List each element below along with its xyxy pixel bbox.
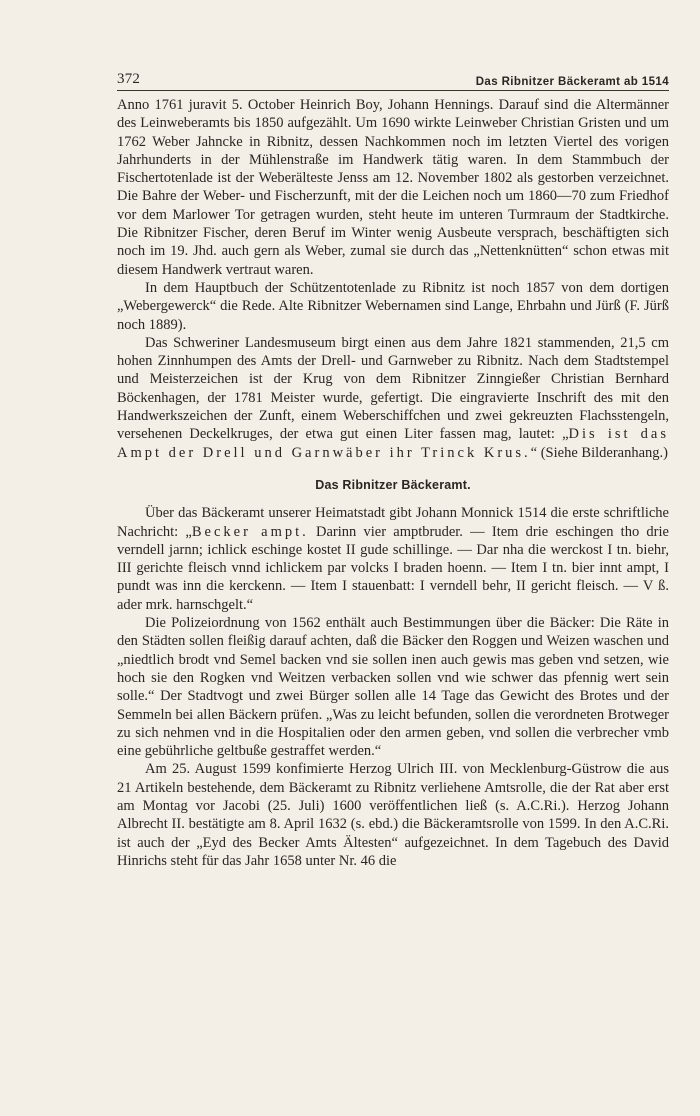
monnick-text: Über das Bäckeramt unserer Heimatstadt gibt Johann Monnick 1514 die erste schriftliche Nachricht: „: [117, 505, 669, 540]
body-text: [117, 96, 669, 870]
header-rule: [117, 90, 669, 91]
becker-ampt-spaced: Becker ampt.: [191, 523, 309, 540]
section-title: Das Ribnitzer Bäckeramt.: [315, 477, 471, 492]
zinnhumpen-text: Das Schweriner Landesmuseum birgt einen aus dem Jahre 1821 stammenden, 21,5 cm hohen Zinnhumpen des Amts der Drell- und Garnweber zu Ribnitz. Nach dem Stadtstempel und Meisterzeichen ist der Krug von dem Ribnitzer Zinngießer Christian Bernhard Böckenhagen, der 1781 Meister wurde, gefertigt. Die eingravierte Inschrift des mit den Handwerkszeichen der Zunft, einem Weberschiffchen und zwei gekreuzten Flachsstengeln, versehenen Deckelkruges, der etwa gut einen Liter fassen mag, lautet: „: [117, 334, 669, 443]
monnick-text-end: Darinn vier amptbruder. — Item drie eschingen tho drie verndell jarnn; ichlick eschinge kostet II gude schillinge. — Dar nha die werckost I tn. biehr, III gerichte fleisch vnnd ichlickem par volcks I braden hoenn. — Item I tn. bier innt ampt, I pundt was inn die kerckenn. — Item I stauenbatt: I verndell behr, II gericht fleisch. — V ß. ader mrk. harnschgelt.“: [117, 523, 669, 613]
inscription-spaced: Dis ist das Ampt der Drell und Garnwäber ihr Trinck Krus.: [117, 426, 669, 461]
paragraph-schuetzentotenlade: In dem Hauptbuch der Schützentotenlade zu Ribnitz ist noch 1857 von dem dortigen „Webergewerck“ die Rede. Alte Ribnitzer Webernamen sind Lange, Ehrbahn und Jürß (F. Jürß noch 1889).: [117, 279, 669, 333]
zinnhumpen-text-end: “ (Siehe Bilderanhang.): [530, 444, 668, 461]
running-head: Das Ribnitzer Bäckeramt ab 1514: [475, 76, 669, 88]
paragraph-weber-altermaenner: Anno 1761 juravit 5. October Heinrich Boy, Johann Hennings. Darauf sind die Altermänner des Leinweberamts bis 1850 aufgezählt. Um 1690 wirkte Leinweber Christian Gristen und um 1762 Weber Jahncke in Ribnitz, dessen Nachkommen noch im letzten Viertel des vorigen Jahrhunderts in der Mühlenstraße im Handwerk tätig waren. In dem Stammbuch der Fischertotenlade ist der Weberälteste Jenss am 12. November 1802 als gestorben verzeichnet. Die Bahre der Weber- und Fischerzunft, mit der die Leichen noch um 1860—70 zum Friedhof vor dem Marlower Tor getragen wurden, steht heute im unteren Turmraum der Stadtkirche. Die Ribnitzer Fischer, deren Beruf im Winter wenig Ausbeute versprach, beschäftigten sich noch im 19. Jhd. auch gern als Weber, zumal sie durch das „Nettenknütten“ schon etwas mit diesem Handwerk vertraut waren.: [117, 97, 669, 278]
paragraph-amtsrolle: Am 25. August 1599 konfimierte Herzog Ulrich III. von Mecklenburg-Güstrow die aus 21 Artikeln bestehende, dem Bäckeramt zu Ribnitz verliehene Amtsrolle, die der Rat aber erst am Montag vor Jacobi (25. Juli) 1600 veröffentlichen ließ (s. A.C.Ri.). Herzog Johann Albrecht II. bestätigte am 8. April 1632 (s. ebd.) die Bäckeramtsrolle von 1599. In den A.C.Ri. ist auch der „Eyd des Becker Amts Ältesten“ aufgezeichnet. In dem Tagebuch des David Hinrichs steht für das Jahr 1658 unter Nr. 46 die: [117, 761, 669, 869]
paragraph-monnick: [117, 504, 669, 614]
page-header: [117, 62, 669, 88]
paragraph-polizeiordnung: Die Polizeiordnung von 1562 enthält auch Bestimmungen über die Bäcker: Die Räte in den Städten sollen fleißig darauf achten, daß die Bäcker den Roggen und Weizen waschen und „niedtlich brodt vnd Semel backen vnd sie sollen inen auch gewis mas geben vnd setzen, wie hoch sie den Rogken vnd Weitzen verbacken sollen vnd wie schwer das pfennig wert sein solle.“ Der Stadtvogt und zwei Bürger sollen alle 14 Tage das Gewicht des Brotes und der Semmeln bei allen Bäckern prüfen. „Was zu leicht befunden, sollen die verordneten Brotweger zu sich nehmen vnd in die Hospitalien oder den armen geben, vnd sollen die verbrecher vmb eine gebührliche geltbuße gestraffet werden.“: [117, 615, 669, 760]
page-number: 372: [117, 71, 141, 87]
paragraph-zinnhumpen: [117, 334, 669, 462]
